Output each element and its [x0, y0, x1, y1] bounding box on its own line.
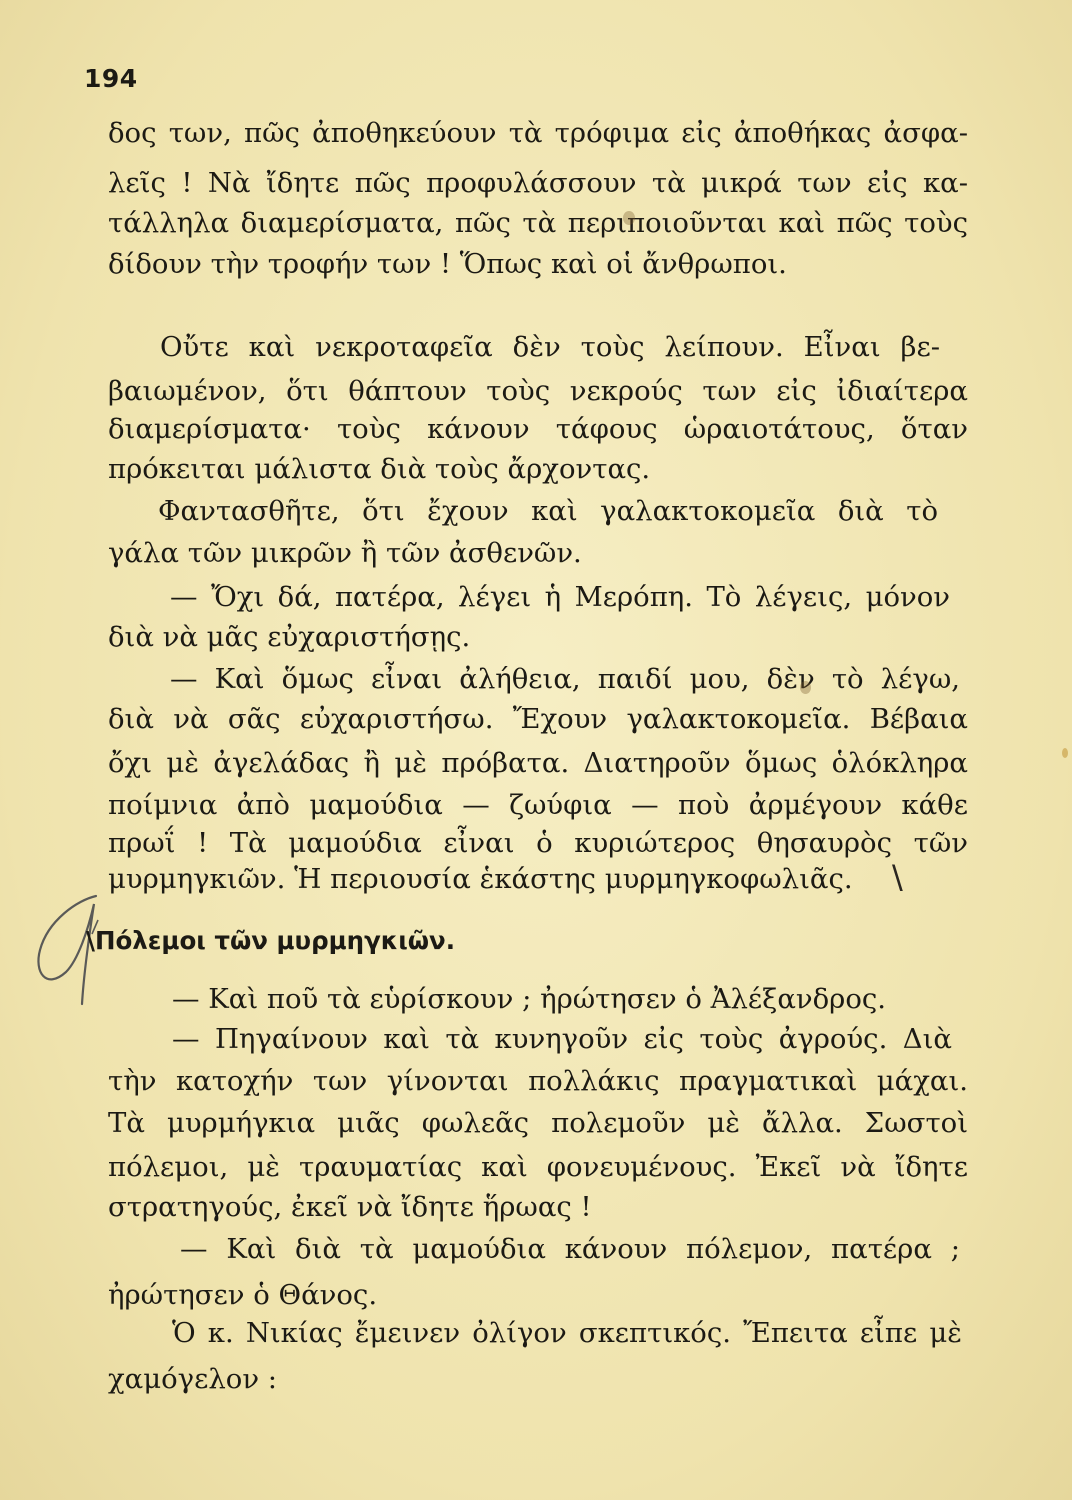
text-line: πόλεμοι, μὲ τραυματίας καὶ φονευμένους. Ἐκεῖ νὰ ἴδητε: [108, 1151, 968, 1183]
text-line: δίδουν τὴν τροφήν των ! Ὅπως καὶ οἱ ἄνθρωποι.: [108, 248, 787, 280]
text-line: γάλα τῶν μικρῶν ἢ τῶν ἀσθενῶν.: [108, 537, 582, 569]
text-line: διὰ νὰ σᾶς εὐχαριστήσω. Ἔχουν γαλακτοκομεῖα. Βέβαια: [108, 703, 968, 735]
text-line: πρόκειται μάλιστα διὰ τοὺς ἄρχοντας.: [108, 453, 651, 485]
text-line: ἠρώτησεν ὁ Θάνος.: [108, 1279, 378, 1311]
text-line: λεῖς ! Νὰ ἴδητε πῶς προφυλάσσουν τὰ μικρά των εἰς κα-: [108, 167, 968, 199]
paper-speck: [800, 681, 811, 694]
text-line: βαιωμένον, ὅτι θάπτουν τοὺς νεκρούς των εἰς ἰδιαίτερα: [108, 375, 968, 407]
text-line: Τὰ μυρμήγκια μιᾶς φωλεᾶς πολεμοῦν μὲ ἄλλα. Σωστοὶ: [108, 1107, 968, 1139]
paper-speck: [1062, 748, 1068, 758]
page-number: 194: [84, 64, 138, 93]
section-heading-text: Πόλεμοι τῶν μυρμηγκιῶν.: [94, 926, 456, 955]
text-line: — Καὶ ποῦ τὰ εὑρίσκουν ; ἠρώτησεν ὁ Ἀλέξανδρος.: [172, 983, 887, 1015]
text-line: πρωΐ ! Τὰ μαμούδια εἶναι ὁ κυριώτερος θησαυρὸς τῶν: [108, 827, 968, 859]
text-line: Φαντασθῆτε, ὅτι ἔχουν καὶ γαλακτοκομεῖα διὰ τὸ: [158, 495, 938, 527]
paper-speck: [623, 211, 635, 225]
text-line: ποίμνια ἀπὸ μαμούδια — ζωύφια — ποὺ ἀρμέγουν κάθε: [108, 789, 968, 821]
text-line: τάλληλα διαμερίσματα, πῶς τὰ περιποιοῦνται καὶ πῶς τοὺς: [108, 207, 968, 239]
text-line: στρατηγούς, ἐκεῖ νὰ ἴδητε ἥρωας !: [108, 1191, 592, 1223]
text-line: — Πηγαίνουν καὶ τὰ κυνηγοῦν εἰς τοὺς ἀγρούς. Διὰ: [172, 1023, 952, 1055]
text-line: Οὔτε καὶ νεκροταφεῖα δὲν τοὺς λείπουν. Εἶναι βε-: [160, 331, 940, 363]
section-heading: \Πόλεμοι τῶν μυρμηγκιῶν.: [86, 926, 456, 955]
text-line: χαμόγελον :: [108, 1363, 278, 1395]
text-line: — Καὶ διὰ τὰ μαμούδια κάνουν πόλεμον, πατέρα ;: [180, 1233, 960, 1265]
text-line: μυρμηγκιῶν. Ἡ περιουσία ἑκάστης μυρμηγκοφωλιᾶς.: [108, 863, 853, 895]
text-line: τὴν κατοχήν των γίνονται πολλάκις πραγματικαὶ μάχαι.: [108, 1065, 968, 1097]
text-line: δος των, πῶς ἀποθηκεύουν τὰ τρόφιμα εἰς ἀποθήκας ἀσφα-: [108, 117, 968, 149]
text-line: διαμερίσματα· τοὺς κάνουν τάφους ὡραιοτάτους, ὅταν: [108, 413, 968, 445]
text-line: ὄχι μὲ ἀγελάδας ἢ μὲ πρόβατα. Διατηροῦν ὅμως ὁλόκληρα: [108, 747, 968, 779]
bracket-mark-icon: \: [892, 858, 903, 896]
text-line: Ὁ κ. Νικίας ἔμεινεν ὀλίγον σκεπτικός. Ἔπειτα εἶπε μὲ: [172, 1317, 962, 1349]
text-line: διὰ νὰ μᾶς εὐχαριστήσῃς.: [108, 621, 471, 653]
text-line: — Ὄχι δά, πατέρα, λέγει ἡ Μερόπη. Τὸ λέγεις, μόνον: [170, 581, 950, 613]
text-line: — Καὶ ὅμως εἶναι ἀλήθεια, παιδί μου, δὲν τὸ λέγω,: [170, 663, 960, 695]
